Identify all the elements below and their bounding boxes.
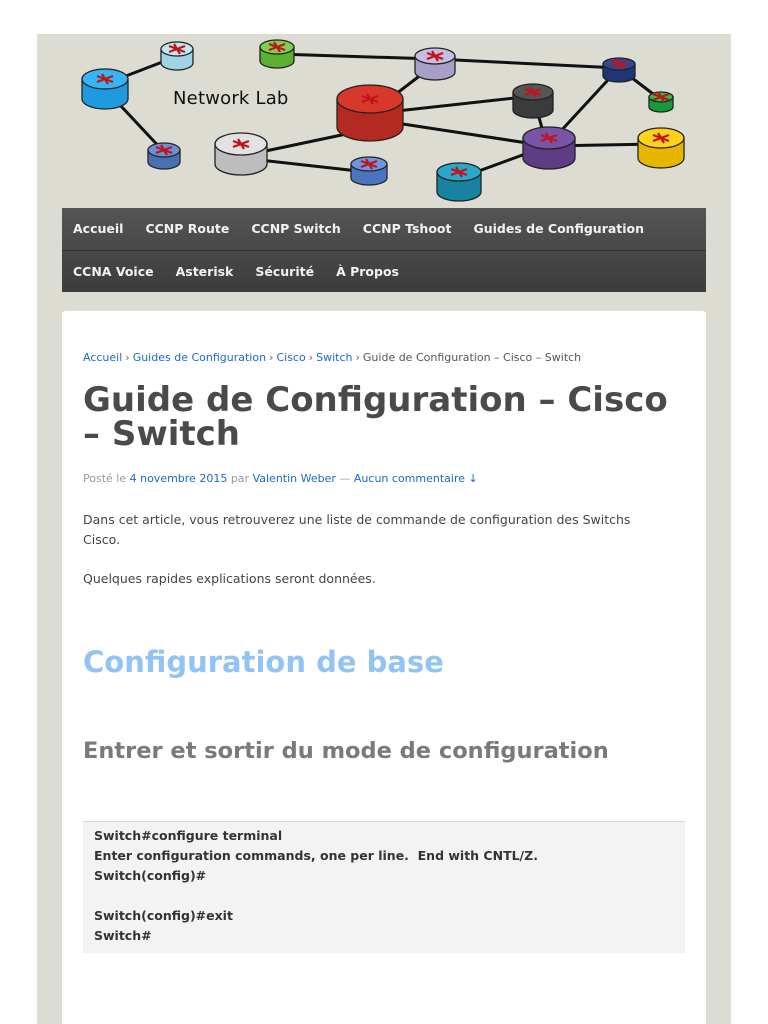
- section-heading: Configuration de base: [83, 645, 444, 679]
- code-line: Switch(config)#exit: [94, 908, 233, 923]
- intro-paragraph: Dans cet article, vous retrouverez une liste de commande de configuration des Switchs Cisco.: [83, 512, 631, 547]
- breadcrumb-link-cisco[interactable]: Cisco: [276, 351, 306, 364]
- breadcrumb-separator: ›: [355, 351, 360, 364]
- post-meta: [83, 472, 478, 485]
- comments-link[interactable]: Aucun commentaire ↓: [353, 472, 478, 485]
- nav-item-accueil[interactable]: Accueil: [73, 221, 124, 236]
- breadcrumb-link-accueil[interactable]: Accueil: [83, 351, 123, 364]
- by-label: par: [230, 472, 250, 485]
- post-date-link[interactable]: 4 novembre 2015: [129, 472, 228, 485]
- nav-item-ccna-voice[interactable]: CCNA Voice: [73, 264, 154, 279]
- explanation-paragraph: Quelques rapides explications seront données.: [83, 571, 376, 586]
- nav-item-asterisk[interactable]: Asterisk: [175, 264, 234, 279]
- code-line: Switch#: [94, 928, 152, 943]
- breadcrumb-separator: ›: [269, 351, 274, 364]
- breadcrumb-current: Guide de Configuration – Cisco – Switch: [362, 351, 582, 364]
- nav-item-a-propos[interactable]: À Propos: [336, 264, 399, 279]
- breadcrumb: [83, 351, 581, 364]
- nav-item-guides-de-configuration[interactable]: Guides de Configuration: [473, 221, 645, 236]
- breadcrumb-link-switch[interactable]: Switch: [316, 351, 353, 364]
- code-line: Enter configuration commands, one per line. End with CNTL/Z.: [94, 848, 538, 863]
- posted-label: Posté le: [83, 472, 127, 485]
- code-line: Switch(config)#: [94, 868, 207, 883]
- nav-item-ccnp-tshoot[interactable]: CCNP Tshoot: [362, 221, 452, 236]
- article-content: [62, 311, 706, 1024]
- nav-row-2: [62, 250, 706, 293]
- code-line: [94, 886, 674, 906]
- network-diagram-logo: [37, 34, 731, 208]
- header-banner[interactable]: [37, 34, 731, 208]
- breadcrumb-separator: ›: [308, 351, 314, 364]
- author-link[interactable]: Valentin Weber: [252, 472, 336, 485]
- main-navigation: [62, 208, 706, 292]
- nav-item-securite[interactable]: Sécurité: [255, 264, 315, 279]
- subsection-heading: Entrer et sortir du mode de configuration: [83, 738, 609, 764]
- nav-item-ccnp-switch[interactable]: CCNP Switch: [251, 221, 341, 236]
- code-line: Switch#configure terminal: [94, 828, 283, 843]
- code-block[interactable]: [83, 821, 685, 953]
- page-title: Guide de Configuration – Cisco – Switch: [83, 380, 668, 454]
- breadcrumb-link-guides[interactable]: Guides de Configuration: [132, 351, 267, 364]
- nav-row-1: [62, 208, 706, 250]
- meta-dash: —: [339, 472, 351, 485]
- page-background: [37, 34, 731, 1024]
- nav-item-ccnp-route[interactable]: CCNP Route: [145, 221, 230, 236]
- breadcrumb-separator: ›: [125, 351, 130, 364]
- site-title[interactable]: Network Lab: [173, 88, 289, 109]
